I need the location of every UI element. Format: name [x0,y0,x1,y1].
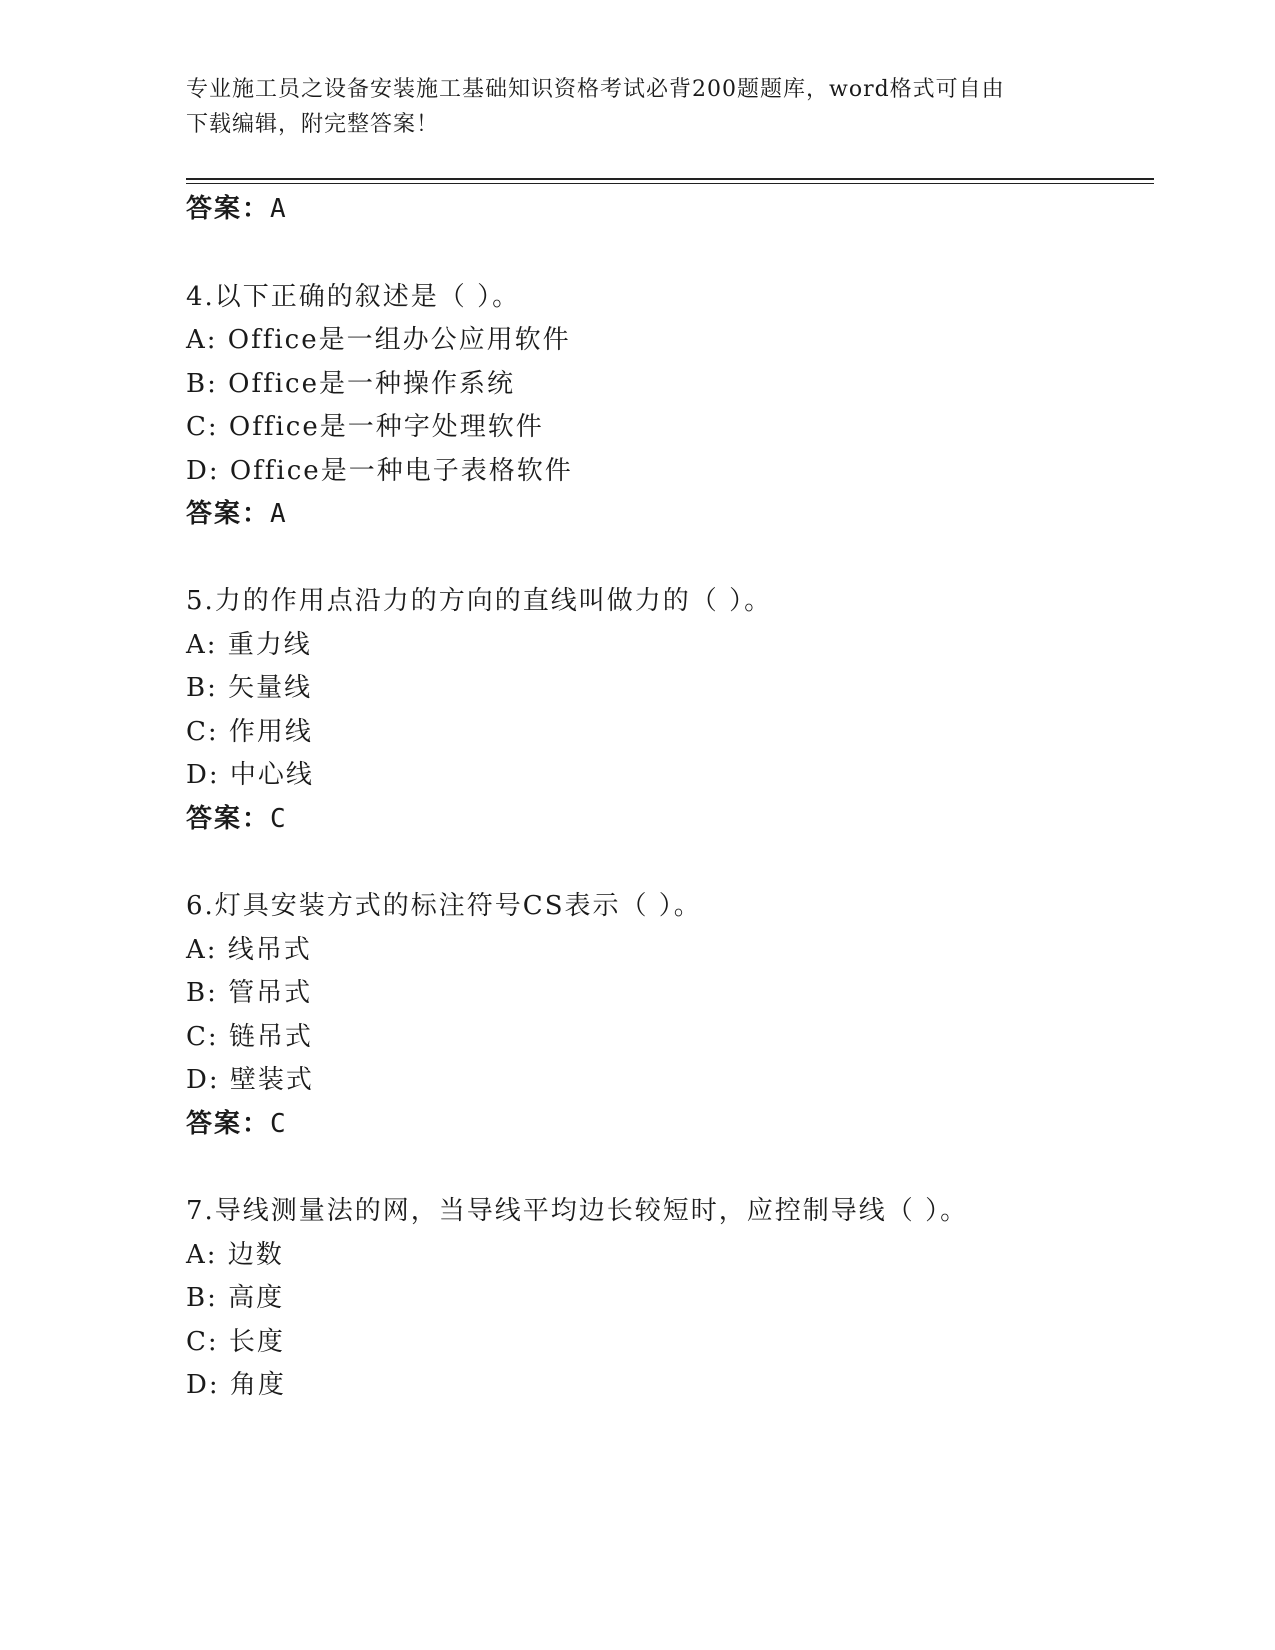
answer-line [186,188,288,225]
option-b: B: 高度 [186,1283,285,1313]
option-d: D: 中心线 [186,760,314,790]
answer-line [186,493,288,530]
answer-value: C [270,804,288,834]
answer-value: A [270,499,288,529]
question-stem: 6.灯具安装方式的标注符号CS表示（ ）。 [186,891,702,921]
option-a: A: Office是一组办公应用软件 [186,325,571,355]
document-header [186,72,1066,142]
answer-label: 答案： [186,1109,271,1139]
header-line-2: 下载编辑，附完整答案！ [186,112,440,137]
answer-value: C [270,1109,288,1139]
option-b: B: 矢量线 [186,673,313,703]
option-b: B: Office是一种操作系统 [186,369,515,399]
header-divider-thick [186,178,1154,180]
option-d: D: 壁装式 [186,1065,314,1095]
option-c: C: Office是一种字处理软件 [186,412,544,442]
option-c: C: 长度 [186,1327,285,1357]
answer-label: 答案： [186,499,271,529]
option-a: A: 线吊式 [186,935,312,965]
header-divider-thin [186,183,1154,184]
answer-line [186,1103,288,1140]
answer-label: 答案： [186,194,271,224]
answer-label: 答案： [186,804,271,834]
answer-value: A [270,194,288,224]
question-stem: 4.以下正确的叙述是（ ）。 [186,282,521,312]
option-a: A: 重力线 [186,630,312,660]
question-stem: 5.力的作用点沿力的方向的直线叫做力的（ ）。 [186,586,773,616]
option-d: D: Office是一种电子表格软件 [186,456,573,486]
question-stem: 7.导线测量法的网，当导线平均边长较短时，应控制导线（ ）。 [186,1196,969,1226]
option-d: D: 角度 [186,1370,286,1400]
option-a: A: 边数 [186,1240,284,1270]
header-line-1: 专业施工员之设备安装施工基础知识资格考试必背200题题库，word格式可自由 [186,77,1005,102]
option-b: B: 管吊式 [186,978,313,1008]
option-c: C: 作用线 [186,717,313,747]
option-c: C: 链吊式 [186,1022,313,1052]
answer-line [186,798,288,835]
